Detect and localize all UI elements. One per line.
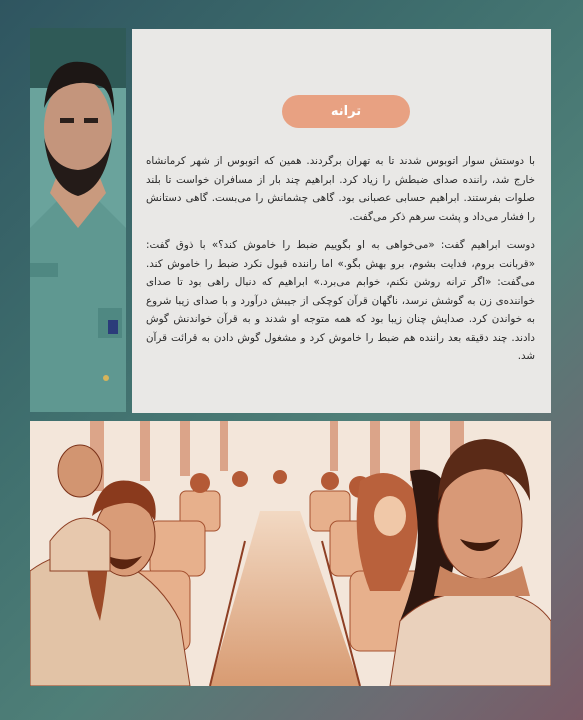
story-paragraph-1: با دوستش سوار اتوبوس شدند تا به تهران برگردند. همین که اتوبوس از شهر کرمانشاه خارج شد، راننده صدای ضبطش را زیاد کرد. ابراهیم چند بار از مسافران خواست تا بلند صلوات بفرستند. ابراهیم حسابی عصبانی بود. گاهی چشمانش را می‌بست. گاهی دستانش را فشار می‌داد و پشت سرهم ذکر می‌گفت. [146,155,535,223]
bus-illustration [30,421,551,686]
story-title: ترانه [282,95,410,128]
story-paragraph-2: دوست ابراهیم گفت: «می‌خواهی به او بگوییم ضبط را خاموش کند؟» با ذوق گفت: «قربانت بروم، فدایت بشوم، برو بهش بگو.» اما راننده قبول نکرد ضبط را خاموش کند. می‌گفت: «اگر ترانه روشن نکنم، خوابم می‌برد.» ابراهیم که دنبال راهی بود تا صدای خواننده‌ی زن به گوشش نرسد، ناگهان قرآن کوچکی از جیبش درآورد و با صدای زیبا شروع به خواندن کرد. صدایش چنان زیبا بود که همه متوجه او شدند و به قرآن خواندنش گوش دادند. چند دقیقه بعد راننده هم ضبط را خاموش کرد و مشغول گوش دادن به قرائت قرآن شد. [146,239,535,362]
text-panel [132,29,551,413]
portrait-photo [30,28,126,412]
story-text [146,152,535,376]
